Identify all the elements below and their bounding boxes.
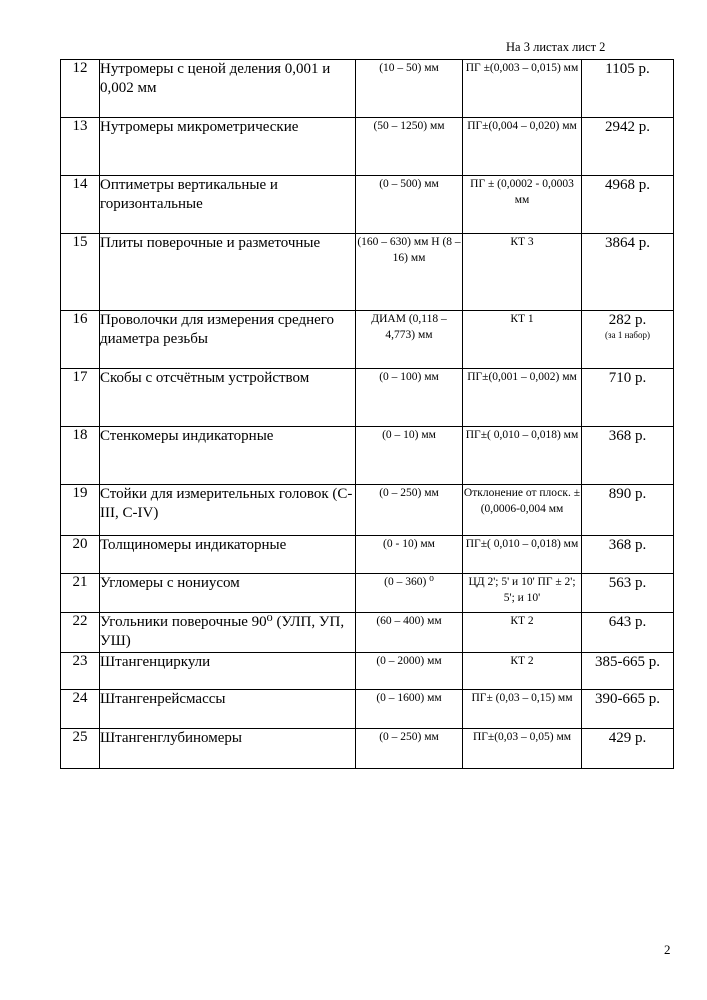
accuracy: ПГ±(0,001 – 0,002) мм <box>463 369 582 427</box>
row-number: 16 <box>61 311 100 369</box>
row-number: 12 <box>61 60 100 118</box>
sheet-count-note: На 3 листах лист 2 <box>506 40 606 54</box>
measuring-range: (0 – 100) мм <box>356 369 463 427</box>
instrument-name: Стойки для измерительных головок (С-III, С-IV) <box>100 485 356 536</box>
accuracy: ПГ ±(0,003 – 0,015) мм <box>463 60 582 118</box>
row-number: 24 <box>61 690 100 729</box>
table-row <box>61 485 674 536</box>
accuracy: ЦД 2'; 5' и 10' ПГ ± 2'; 5'; и 10' <box>463 574 582 613</box>
price-cell <box>582 176 674 234</box>
price-cell <box>582 311 674 369</box>
table-row <box>61 690 674 729</box>
instrument-name: Угломеры с нониусом <box>100 574 356 613</box>
price-value: 368 р. <box>608 537 647 553</box>
table-row <box>61 613 674 653</box>
row-number: 14 <box>61 176 100 234</box>
price-value: 429 р. <box>608 730 647 746</box>
instrument-name: Штангенглубиномеры <box>100 729 356 769</box>
row-number: 23 <box>61 653 100 690</box>
price-value: 563 р. <box>608 575 647 591</box>
measuring-range: (0 – 250) мм <box>356 485 463 536</box>
price-cell <box>582 485 674 536</box>
instrument-name: Скобы с отсчётным устройством <box>100 369 356 427</box>
price-cell <box>582 690 674 729</box>
accuracy: КТ 2 <box>463 653 582 690</box>
price-value: 385-665 р. <box>595 654 660 670</box>
table-row <box>61 653 674 690</box>
row-number: 20 <box>61 536 100 574</box>
measuring-range: (0 - 10) мм <box>356 536 463 574</box>
accuracy: ПГ±( 0,010 – 0,018) мм <box>463 536 582 574</box>
measuring-range: (0 – 10) мм <box>356 427 463 485</box>
measuring-range: (0 – 500) мм <box>356 176 463 234</box>
instrument-name: Проволочки для измерения среднего диаметра резьбы <box>100 311 356 369</box>
accuracy: Отклонение от плоск. ± (0,0006-0,004 мм <box>463 485 582 536</box>
price-cell <box>582 427 674 485</box>
table-row <box>61 60 674 118</box>
accuracy: ПГ± (0,03 – 0,15) мм <box>463 690 582 729</box>
row-number: 18 <box>61 427 100 485</box>
price-note: (за 1 набор) <box>605 330 650 340</box>
instrument-name: Штангенциркули <box>100 653 356 690</box>
price-value: 3864 р. <box>605 235 650 251</box>
instrument-name: Угольники поверочные 90⁰ (УЛП, УП, УШ) <box>100 613 356 653</box>
price-list-table <box>60 59 674 769</box>
accuracy: ПГ±(0,03 – 0,05) мм <box>463 729 582 769</box>
instrument-name: Плиты поверочные и разметочные <box>100 234 356 311</box>
row-number: 22 <box>61 613 100 653</box>
measuring-range: (60 – 400) мм <box>356 613 463 653</box>
page-number: 2 <box>664 942 671 957</box>
row-number: 17 <box>61 369 100 427</box>
row-number: 15 <box>61 234 100 311</box>
price-value: 710 р. <box>608 370 647 386</box>
instrument-name: Нутромеры микрометрические <box>100 118 356 176</box>
price-cell <box>582 369 674 427</box>
row-number: 19 <box>61 485 100 536</box>
price-value: 368 р. <box>608 428 647 444</box>
price-value: 643 р. <box>608 614 647 630</box>
row-number: 25 <box>61 729 100 769</box>
accuracy: ПГ±(0,004 – 0,020) мм <box>463 118 582 176</box>
instrument-name: Нутромеры с ценой деления 0,001 и 0,002 мм <box>100 60 356 118</box>
measuring-range: (0 – 360) ⁰ <box>356 574 463 613</box>
price-cell <box>582 60 674 118</box>
price-cell <box>582 574 674 613</box>
price-value: 282 р. <box>608 312 647 328</box>
measuring-range: (0 – 250) мм <box>356 729 463 769</box>
accuracy: КТ 3 <box>463 234 582 311</box>
table-row <box>61 234 674 311</box>
measuring-range: (0 – 1600) мм <box>356 690 463 729</box>
price-value: 1105 р. <box>605 61 650 77</box>
accuracy: ПГ±( 0,010 – 0,018) мм <box>463 427 582 485</box>
measuring-range: (10 – 50) мм <box>356 60 463 118</box>
table-row <box>61 427 674 485</box>
price-cell <box>582 234 674 311</box>
price-value: 4968 р. <box>605 177 650 193</box>
table-row <box>61 311 674 369</box>
table-row <box>61 176 674 234</box>
price-cell <box>582 653 674 690</box>
measuring-range: ДИАМ (0,118 – 4,773) мм <box>356 311 463 369</box>
instrument-name: Толщиномеры индикаторные <box>100 536 356 574</box>
accuracy: ПГ ± (0,0002 - 0,0003 мм <box>463 176 582 234</box>
price-value: 890 р. <box>608 486 647 502</box>
price-cell <box>582 613 674 653</box>
row-number: 21 <box>61 574 100 613</box>
instrument-name: Штангенрейсмассы <box>100 690 356 729</box>
price-cell <box>582 729 674 769</box>
accuracy: КТ 1 <box>463 311 582 369</box>
row-number: 13 <box>61 118 100 176</box>
price-cell <box>582 536 674 574</box>
table-row <box>61 118 674 176</box>
accuracy: КТ 2 <box>463 613 582 653</box>
table-row <box>61 536 674 574</box>
price-cell <box>582 118 674 176</box>
measuring-range: (160 – 630) мм Н (8 – 16) мм <box>356 234 463 311</box>
table-row <box>61 729 674 769</box>
measuring-range: (0 – 2000) мм <box>356 653 463 690</box>
instrument-name: Оптиметры вертикальные и горизонтальные <box>100 176 356 234</box>
measuring-range: (50 – 1250) мм <box>356 118 463 176</box>
price-value: 390-665 р. <box>595 691 660 707</box>
table-row <box>61 574 674 613</box>
table-row <box>61 369 674 427</box>
price-value: 2942 р. <box>605 119 650 135</box>
instrument-name: Стенкомеры индикаторные <box>100 427 356 485</box>
